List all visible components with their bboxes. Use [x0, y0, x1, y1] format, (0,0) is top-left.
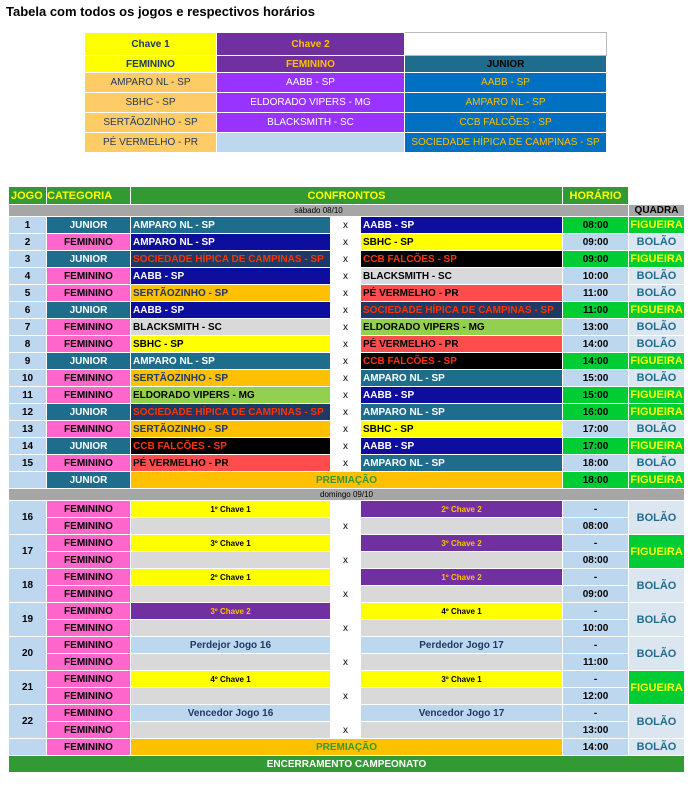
versus-mark: x	[331, 234, 361, 251]
header-horario: HORÁRIO	[563, 187, 629, 205]
team-a: AMPARO NL - SP	[131, 353, 331, 370]
team-a: SERTÃOZINHO - SP	[131, 370, 331, 387]
game-time: 18:00	[563, 455, 629, 472]
award-label: PREMIAÇÃO	[131, 472, 563, 489]
game-court: BOLÃO	[629, 637, 685, 671]
chave2-category: FEMININO	[217, 56, 405, 73]
chave1-name: Chave 1	[85, 33, 217, 56]
team-a: SERTÃOZINHO - SP	[131, 421, 331, 438]
closing-row	[9, 756, 685, 773]
game-number: 19	[9, 603, 47, 637]
team-a-slot	[131, 586, 331, 603]
team-a: AMPARO NL - SP	[131, 217, 331, 234]
award-category: JUNIOR	[47, 472, 131, 489]
versus-mark: x	[331, 285, 361, 302]
game-number: 15	[9, 455, 47, 472]
groups-table	[84, 32, 607, 153]
game-number: 5	[9, 285, 47, 302]
game-court: FIGUEIRA	[629, 217, 685, 234]
header-quadra: QUADRA	[629, 205, 685, 217]
game-row	[9, 586, 685, 603]
game-row	[9, 302, 685, 319]
team-a: 3º Chave 2	[131, 603, 331, 620]
chave1-team: SBHC - SP	[85, 93, 217, 113]
team-a: SOCIEDADE HÍPICA DE CAMPINAS - SP	[131, 251, 331, 268]
game-time: 12:00	[563, 688, 629, 705]
team-a-slot	[131, 722, 331, 739]
team-b: SBHC - SP	[361, 234, 563, 251]
game-number: 1	[9, 217, 47, 234]
game-category: FEMININO	[47, 722, 131, 739]
game-category: JUNIOR	[47, 438, 131, 455]
game-row	[9, 268, 685, 285]
chave1-category: FEMININO	[85, 56, 217, 73]
team-a: 2º Chave 1	[131, 569, 331, 586]
team-a-slot	[131, 654, 331, 671]
game-court: BOLÃO	[629, 234, 685, 251]
game-row	[9, 671, 685, 688]
award-time: 14:00	[563, 739, 629, 756]
spacer	[331, 637, 361, 654]
game-category: FEMININO	[47, 552, 131, 569]
team-a-slot	[131, 518, 331, 535]
game-court: FIGUEIRA	[629, 251, 685, 268]
versus-mark: x	[331, 620, 361, 637]
versus-mark: x	[331, 353, 361, 370]
day-label: domingo 09/10	[9, 489, 685, 501]
game-category: FEMININO	[47, 569, 131, 586]
game-category: FEMININO	[47, 336, 131, 353]
versus-mark: x	[331, 319, 361, 336]
game-row	[9, 518, 685, 535]
page-title: Tabela com todos os jogos e respectivos horários	[6, 4, 315, 19]
versus-mark: x	[331, 455, 361, 472]
game-number: 3	[9, 251, 47, 268]
game-court: FIGUEIRA	[629, 438, 685, 455]
game-time: 16:00	[563, 404, 629, 421]
game-row	[9, 319, 685, 336]
game-time: 17:00	[563, 421, 629, 438]
game-category: FEMININO	[47, 620, 131, 637]
game-row	[9, 705, 685, 722]
chave2-team: BLACKSMITH - SC	[217, 113, 405, 133]
team-a: AMPARO NL - SP	[131, 234, 331, 251]
team-b: AMPARO NL - SP	[361, 404, 563, 421]
game-court: BOLÃO	[629, 336, 685, 353]
game-category: FEMININO	[47, 705, 131, 722]
game-number: 6	[9, 302, 47, 319]
game-category: FEMININO	[47, 319, 131, 336]
game-number: 22	[9, 705, 47, 739]
team-b: AABB - SP	[361, 438, 563, 455]
game-number: 12	[9, 404, 47, 421]
game-court: FIGUEIRA	[629, 353, 685, 370]
team-b-slot	[361, 654, 563, 671]
versus-mark: x	[331, 370, 361, 387]
game-category: FEMININO	[47, 586, 131, 603]
game-time: -	[563, 637, 629, 654]
chave2-name: Chave 2	[217, 33, 405, 56]
game-time: -	[563, 501, 629, 518]
game-category: FEMININO	[47, 654, 131, 671]
team-b: Vencedor Jogo 17	[361, 705, 563, 722]
game-category: FEMININO	[47, 688, 131, 705]
game-category: FEMININO	[47, 455, 131, 472]
game-time: 13:00	[563, 319, 629, 336]
game-row	[9, 603, 685, 620]
chave2-team: AABB - SP	[217, 73, 405, 93]
game-category: JUNIOR	[47, 251, 131, 268]
game-court: BOLÃO	[629, 705, 685, 739]
team-b: AABB - SP	[361, 217, 563, 234]
chave1-team: SERTÃOZINHO - SP	[85, 113, 217, 133]
team-b-slot	[361, 620, 563, 637]
game-court: BOLÃO	[629, 370, 685, 387]
game-category: JUNIOR	[47, 302, 131, 319]
game-category: JUNIOR	[47, 404, 131, 421]
versus-mark: x	[331, 251, 361, 268]
spacer	[331, 671, 361, 688]
team-b: ELDORADO VIPERS - MG	[361, 319, 563, 336]
team-b-slot	[361, 688, 563, 705]
team-a: SOCIEDADE HÍPICA DE CAMPINAS - SP	[131, 404, 331, 421]
game-row	[9, 387, 685, 404]
team-b: Perdedor Jogo 17	[361, 637, 563, 654]
day-row	[9, 205, 685, 217]
spacer	[331, 603, 361, 620]
team-b: BLACKSMITH - SC	[361, 268, 563, 285]
game-row	[9, 535, 685, 552]
spacer	[331, 569, 361, 586]
team-b-slot	[361, 586, 563, 603]
game-time: -	[563, 569, 629, 586]
junior-category: JUNIOR	[405, 56, 607, 73]
game-time: -	[563, 671, 629, 688]
junior-team: AABB - SP	[405, 73, 607, 93]
game-court: BOLÃO	[629, 501, 685, 535]
team-b: 3º Chave 1	[361, 671, 563, 688]
junior-name	[405, 33, 607, 56]
game-row	[9, 637, 685, 654]
game-court: BOLÃO	[629, 319, 685, 336]
game-row	[9, 722, 685, 739]
team-a: AABB - SP	[131, 268, 331, 285]
team-b: SBHC - SP	[361, 421, 563, 438]
day-label: sábado 08/10	[9, 205, 629, 217]
game-row	[9, 688, 685, 705]
team-b-slot	[361, 552, 563, 569]
game-number: 11	[9, 387, 47, 404]
game-number: 14	[9, 438, 47, 455]
versus-mark: x	[331, 404, 361, 421]
game-time: 10:00	[563, 620, 629, 637]
chave1-team: AMPARO NL - SP	[85, 73, 217, 93]
game-time: 11:00	[563, 302, 629, 319]
versus-mark: x	[331, 302, 361, 319]
team-b: 3º Chave 2	[361, 535, 563, 552]
game-row	[9, 552, 685, 569]
versus-mark: x	[331, 722, 361, 739]
team-b-slot	[361, 722, 563, 739]
header-categoria: CATEGORIA	[47, 187, 131, 205]
game-court: BOLÃO	[629, 285, 685, 302]
versus-mark: x	[331, 688, 361, 705]
game-category: JUNIOR	[47, 217, 131, 234]
versus-mark: x	[331, 268, 361, 285]
game-category: JUNIOR	[47, 353, 131, 370]
game-time: 14:00	[563, 336, 629, 353]
junior-team: AMPARO NL - SP	[405, 93, 607, 113]
game-category: FEMININO	[47, 535, 131, 552]
team-b: AMPARO NL - SP	[361, 455, 563, 472]
game-time: -	[563, 603, 629, 620]
game-time: 09:00	[563, 251, 629, 268]
spacer	[331, 535, 361, 552]
game-time: 13:00	[563, 722, 629, 739]
game-time: 11:00	[563, 285, 629, 302]
game-court: FIGUEIRA	[629, 302, 685, 319]
versus-mark: x	[331, 387, 361, 404]
award-time: 18:00	[563, 472, 629, 489]
game-time: 08:00	[563, 217, 629, 234]
game-time: -	[563, 705, 629, 722]
game-category: FEMININO	[47, 387, 131, 404]
game-court: BOLÃO	[629, 569, 685, 603]
versus-mark: x	[331, 552, 361, 569]
game-row	[9, 438, 685, 455]
team-a: 1º Chave 1	[131, 501, 331, 518]
game-category: FEMININO	[47, 637, 131, 654]
team-b: SOCIEDADE HÍPICA DE CAMPINAS - SP	[361, 302, 563, 319]
team-b: 4º Chave 1	[361, 603, 563, 620]
game-category: FEMININO	[47, 671, 131, 688]
game-time: 08:00	[563, 552, 629, 569]
team-a: ELDORADO VIPERS - MG	[131, 387, 331, 404]
game-row	[9, 353, 685, 370]
game-number: 13	[9, 421, 47, 438]
game-number: 4	[9, 268, 47, 285]
team-a: PÉ VERMELHO - PR	[131, 455, 331, 472]
junior-team: SOCIEDADE HÍPICA DE CAMPINAS - SP	[405, 133, 607, 153]
game-row	[9, 251, 685, 268]
team-a: Vencedor Jogo 16	[131, 705, 331, 722]
game-number: 16	[9, 501, 47, 535]
game-row	[9, 285, 685, 302]
chave1-team: PÉ VERMELHO - PR	[85, 133, 217, 153]
game-row	[9, 654, 685, 671]
game-time: 08:00	[563, 518, 629, 535]
game-time: 15:00	[563, 370, 629, 387]
game-time: 10:00	[563, 268, 629, 285]
game-row	[9, 569, 685, 586]
versus-mark: x	[331, 654, 361, 671]
game-row	[9, 455, 685, 472]
game-court: FIGUEIRA	[629, 387, 685, 404]
game-row	[9, 620, 685, 637]
spacer	[331, 501, 361, 518]
team-a: 3º Chave 1	[131, 535, 331, 552]
award-court: BOLÃO	[629, 739, 685, 756]
team-b-slot	[361, 518, 563, 535]
game-court: FIGUEIRA	[629, 671, 685, 705]
versus-mark: x	[331, 438, 361, 455]
game-row	[9, 336, 685, 353]
chave2-team	[217, 133, 405, 153]
game-time: -	[563, 535, 629, 552]
versus-mark: x	[331, 518, 361, 535]
game-category: FEMININO	[47, 285, 131, 302]
game-category: FEMININO	[47, 603, 131, 620]
team-b: CCB FALCÕES - SP	[361, 353, 563, 370]
team-b: AMPARO NL - SP	[361, 370, 563, 387]
header-jogo: JOGO	[9, 187, 47, 205]
schedule-table	[8, 186, 685, 773]
team-a: BLACKSMITH - SC	[131, 319, 331, 336]
game-time: 11:00	[563, 654, 629, 671]
game-category: FEMININO	[47, 370, 131, 387]
team-b: PÉ VERMELHO - PR	[361, 336, 563, 353]
award-label: PREMIAÇÃO	[131, 739, 563, 756]
game-category: FEMININO	[47, 518, 131, 535]
team-b: PÉ VERMELHO - PR	[361, 285, 563, 302]
spacer	[331, 705, 361, 722]
game-court: FIGUEIRA	[629, 535, 685, 569]
versus-mark: x	[331, 586, 361, 603]
game-category: FEMININO	[47, 501, 131, 518]
versus-mark: x	[331, 336, 361, 353]
game-court: BOLÃO	[629, 455, 685, 472]
game-number: 17	[9, 535, 47, 569]
game-row	[9, 421, 685, 438]
game-time: 15:00	[563, 387, 629, 404]
team-b: 1º Chave 2	[361, 569, 563, 586]
game-time: 09:00	[563, 234, 629, 251]
game-number: 20	[9, 637, 47, 671]
team-a-slot	[131, 552, 331, 569]
team-b: CCB FALCÕES - SP	[361, 251, 563, 268]
game-row	[9, 217, 685, 234]
game-row	[9, 234, 685, 251]
game-court: BOLÃO	[629, 603, 685, 637]
game-court: FIGUEIRA	[629, 404, 685, 421]
game-number: 2	[9, 234, 47, 251]
game-number: 10	[9, 370, 47, 387]
game-court: BOLÃO	[629, 268, 685, 285]
team-a: 4º Chave 1	[131, 671, 331, 688]
chave2-team: ELDORADO VIPERS - MG	[217, 93, 405, 113]
game-category: FEMININO	[47, 234, 131, 251]
award-court: FIGUEIRA	[629, 472, 685, 489]
team-a: Perdejor Jogo 16	[131, 637, 331, 654]
team-a: SBHC - SP	[131, 336, 331, 353]
team-a-slot	[131, 620, 331, 637]
junior-team: CCB FALCÕES - SP	[405, 113, 607, 133]
game-time: 09:00	[563, 586, 629, 603]
game-number: 7	[9, 319, 47, 336]
day-row	[9, 489, 685, 501]
versus-mark: x	[331, 217, 361, 234]
game-category: FEMININO	[47, 268, 131, 285]
game-number: 9	[9, 353, 47, 370]
team-b: AABB - SP	[361, 387, 563, 404]
game-court: BOLÃO	[629, 421, 685, 438]
header-row	[9, 187, 685, 205]
team-b: 2º Chave 2	[361, 501, 563, 518]
team-a: CCB FALCÕES - SP	[131, 438, 331, 455]
game-number: 18	[9, 569, 47, 603]
closing-label: ENCERRAMENTO CAMPEONATO	[9, 756, 685, 773]
game-time: 14:00	[563, 353, 629, 370]
game-row	[9, 501, 685, 518]
award-category: FEMININO	[47, 739, 131, 756]
game-number: 21	[9, 671, 47, 705]
team-a: AABB - SP	[131, 302, 331, 319]
game-number: 8	[9, 336, 47, 353]
game-category: FEMININO	[47, 421, 131, 438]
versus-mark: x	[331, 421, 361, 438]
header-confrontos: CONFRONTOS	[131, 187, 563, 205]
team-a-slot	[131, 688, 331, 705]
game-row	[9, 404, 685, 421]
team-a: SERTÃOZINHO - SP	[131, 285, 331, 302]
game-time: 17:00	[563, 438, 629, 455]
game-row	[9, 370, 685, 387]
